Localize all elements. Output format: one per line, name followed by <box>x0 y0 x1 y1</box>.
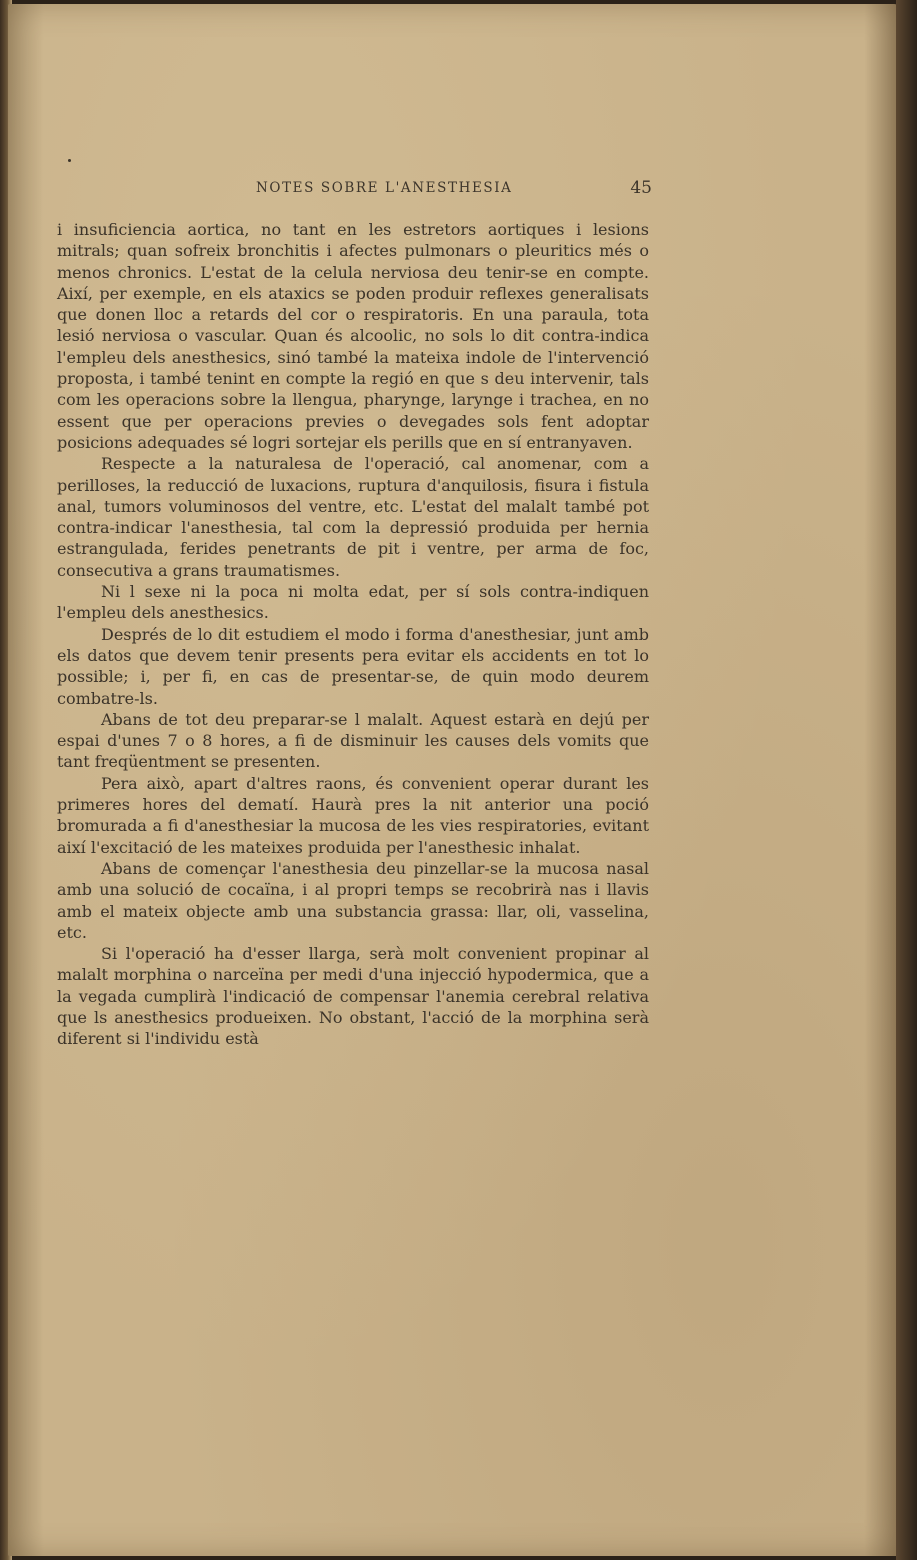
paragraph: Abans de començar l'anesthesia deu pinzellar-se la mucosa nasal amb una solució de cocaïna, i al propri temps se recobrirà nas i llavis amb el mateix objecte amb una substancia grassa: llar, oli, vasselina, etc. <box>57 858 649 942</box>
paragraph: Respecte a la naturalesa de l'operació, cal anomenar, com a perilloses, la reducció de luxacions, ruptura d'anquilosis, fisura i fistula anal, tumors voluminosos del ventre, etc. L'estat del malalt també pot contra-indicar l'anesthesia, tal com la depressió produida per hernia estrangulada, ferides penetrants de pit i ventre, per arma de foc, consecutiva a grans traumatismes. <box>57 454 649 580</box>
page-header <box>60 180 652 202</box>
ink-speck <box>68 159 71 162</box>
paragraph: Ni l sexe ni la poca ni molta edat, per sí sols contra-indiquen l'empleu dels anesthesics. <box>57 582 649 623</box>
running-head: NOTES SOBRE L'ANESTHESIA <box>256 180 513 196</box>
body-text <box>57 219 649 1050</box>
paragraph: Si l'operació ha d'esser llarga, serà molt convenient propinar al malalt morphina o narceïna per medi d'una injecció hypodermica, que a la vegada cumplirà l'indicació de compensar l'anemia cerebral relativa que ls anesthesics produeixen. No obstant, l'acció de la morphina serà diferent si l'individu està <box>57 944 649 1049</box>
page-edge-shadow <box>896 0 917 1560</box>
paragraph: Després de lo dit estudiem el modo i forma d'anesthesiar, junt amb els datos que devem tenir presents pera evitar els accidents en tot lo possible; i, per fi, en cas de presentar-se, de quin modo deurem combatre-ls. <box>57 624 649 708</box>
page-number: 45 <box>630 178 652 198</box>
paragraph: Pera això, apart d'altres raons, és convenient operar durant les primeres hores del dematí. Haurà pres la nit anterior una poció bromurada a fi d'anesthesiar la mucosa de les vies respiratories, evitant així l'excitació de les mateixes produida per l'anesthesic inhalat. <box>57 773 649 857</box>
paragraph: Abans de tot deu preparar-se l malalt. Aquest estarà en dejú per espai d'unes 7 o 8 hores, a fi de disminuir les causes dels vomits que tant freqüentment se presenten. <box>57 709 649 772</box>
paragraph-continued: i insuficiencia aortica, no tant en les estretors aortiques i lesions mitrals; quan sofreix bronchitis i afectes pulmonars o pleuritics més o menos chronics. L'estat de la celula nerviosa deu tenir-se en compte. Així, per exemple, en els ataxics se poden produir reflexes generalisats que donen lloc a retards del cor o respiratoris. En una paraula, tota lesió nerviosa o vascular. Quan és alcoolic, no sols lo dit contra-indica l'empleu dels anesthesics, sinó també la mateixa indole de l'intervenció proposta, i també tenint en compte la regió en que s deu intervenir, tals com les operacions sobre la llengua, pharynge, larynge i trachea, en no essent que per operacions previes o devegades sols fent adoptar posicions adequades sé logri sortejar els perills que en sí entranyaven. <box>57 220 649 452</box>
